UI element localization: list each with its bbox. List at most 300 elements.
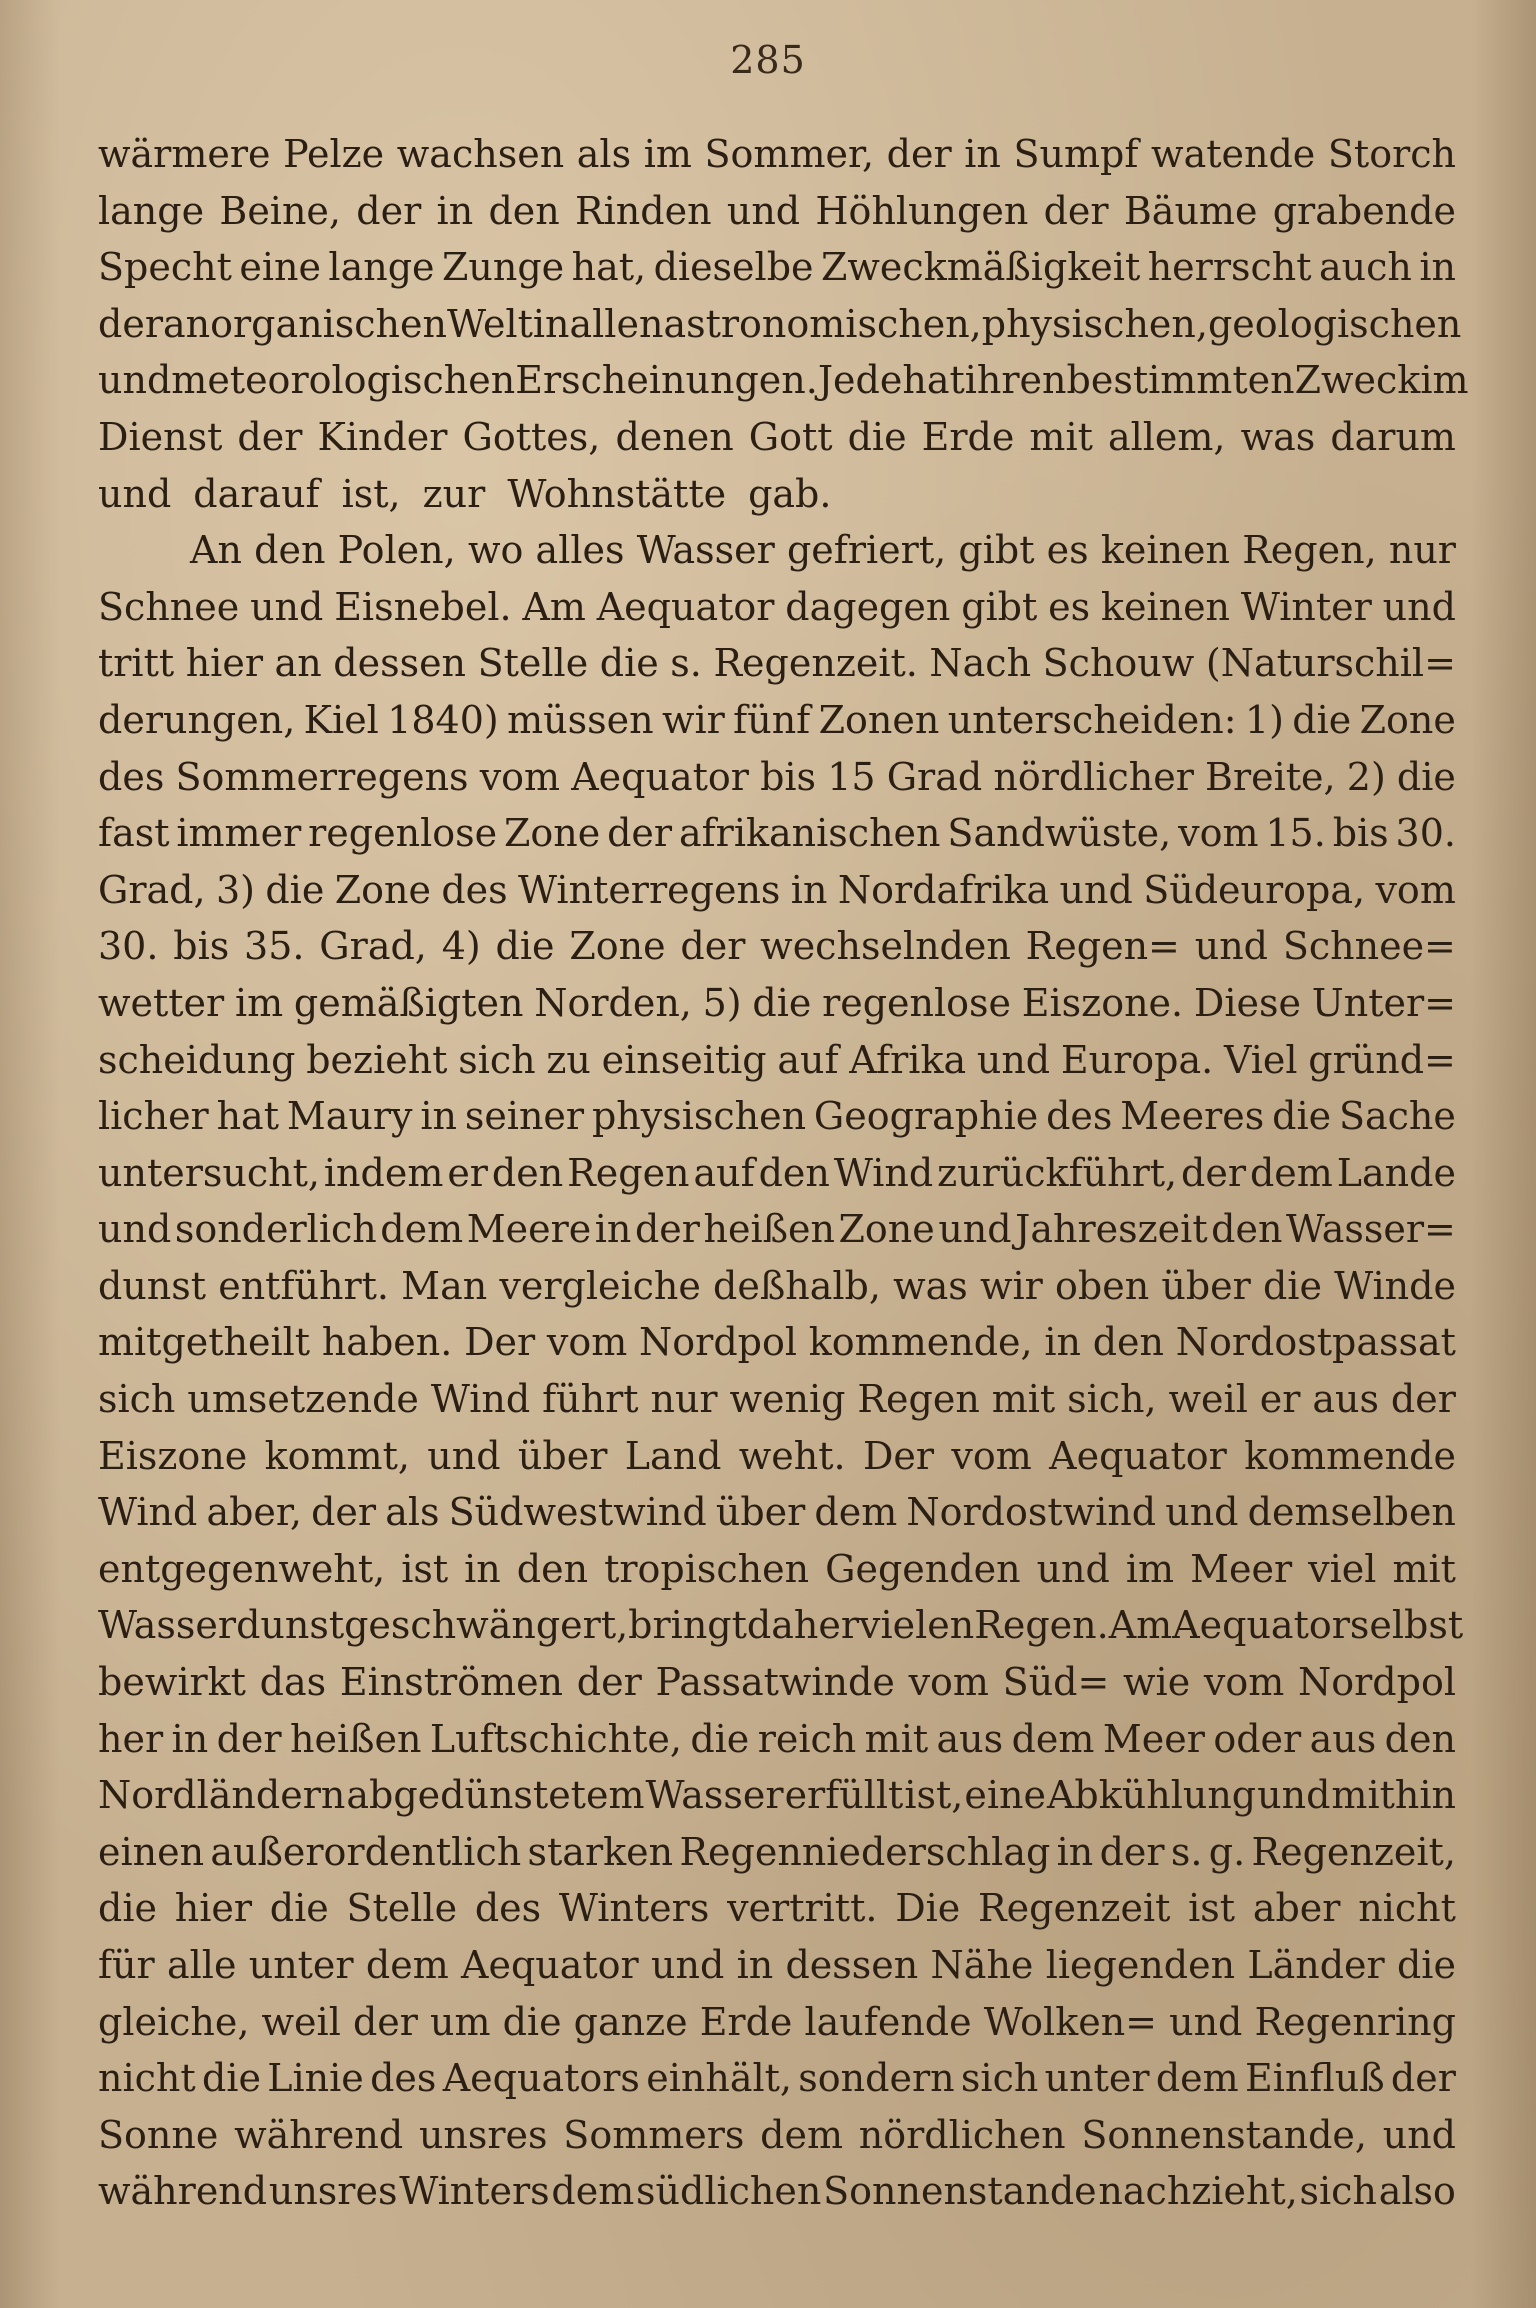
word: Aequators xyxy=(442,2056,640,2101)
word: nördlicher xyxy=(993,754,1194,799)
word: Wolken= xyxy=(983,1999,1158,2044)
word: Welt xyxy=(446,301,533,346)
word: Aequator xyxy=(1172,1603,1350,1648)
word: müssen xyxy=(507,697,654,742)
word: der xyxy=(98,301,163,346)
word: nicht xyxy=(1358,1886,1456,1931)
word: grabende xyxy=(1272,188,1456,233)
word: es xyxy=(1046,528,1089,573)
word: bringt xyxy=(628,1603,747,1648)
word: über xyxy=(715,1490,806,1535)
text-line xyxy=(98,296,1462,353)
word: Stelle xyxy=(346,1886,458,1931)
text-line xyxy=(98,2050,1456,2107)
text-line xyxy=(98,692,1456,749)
word: Südwestwind xyxy=(448,1490,707,1535)
word: An xyxy=(190,528,242,573)
word: 2) xyxy=(1346,754,1386,799)
word: ganze xyxy=(573,1999,688,2044)
word: Wasserdunst xyxy=(98,1603,345,1648)
word: im xyxy=(1420,358,1469,403)
word: in xyxy=(790,867,828,912)
word: nur xyxy=(650,1377,718,1422)
word: laufende xyxy=(804,1999,972,2044)
text-line xyxy=(98,2107,1456,2164)
word: hier xyxy=(174,1886,252,1931)
word: herrscht xyxy=(1147,245,1312,290)
word: also xyxy=(1378,2169,1456,2214)
word: Sonnenstande xyxy=(823,2169,1097,2214)
word: dem xyxy=(551,2169,635,2214)
word: fünf xyxy=(733,697,811,742)
word: Am xyxy=(1108,1603,1173,1648)
word: wir xyxy=(979,1263,1043,1308)
word: sich xyxy=(458,1037,536,1082)
text-line xyxy=(98,522,1456,579)
word: Breite, xyxy=(1205,754,1336,799)
text-line xyxy=(98,579,1456,636)
word: tropischen xyxy=(604,1546,810,1591)
word: wechselnden xyxy=(760,924,1011,969)
word: haben. xyxy=(321,1320,453,1365)
word: über xyxy=(1161,1263,1251,1308)
word: wo xyxy=(467,528,524,573)
word: die xyxy=(1272,1094,1332,1139)
word: Winters xyxy=(399,2169,550,2214)
word: der xyxy=(1390,2056,1456,2101)
word: Unter= xyxy=(1311,980,1456,1025)
word: dem xyxy=(380,1207,464,1252)
word: Regenring xyxy=(1254,1999,1456,2044)
word: was xyxy=(1240,414,1316,459)
word: liegenden xyxy=(1045,1943,1236,1987)
word: der xyxy=(1043,188,1109,233)
word: unter xyxy=(248,1943,354,1987)
text-line xyxy=(98,862,1456,919)
word: und xyxy=(250,584,324,629)
text-line xyxy=(98,1145,1456,1202)
word: Regenzeit, xyxy=(1251,1829,1456,1874)
text-line xyxy=(98,1654,1456,1711)
word: watende xyxy=(1151,132,1316,176)
word: Jahreszeit xyxy=(1015,1207,1208,1252)
word: Nordostpassat xyxy=(1175,1320,1456,1365)
text-line xyxy=(98,1258,1456,1315)
text-line xyxy=(98,1371,1456,1428)
word: in xyxy=(464,1546,501,1591)
word: den xyxy=(1211,1207,1283,1252)
word: Meere xyxy=(466,1207,592,1252)
word: in xyxy=(171,1716,209,1761)
word: führt xyxy=(542,1377,639,1422)
word: astronomischen, xyxy=(663,301,982,346)
word: in xyxy=(594,1207,632,1252)
word: keinen xyxy=(1100,528,1230,573)
word: und xyxy=(726,188,801,233)
word: Regenzeit xyxy=(978,1886,1171,1931)
word: den xyxy=(491,1150,564,1195)
word: 35. xyxy=(244,924,305,969)
word: 15 xyxy=(827,754,876,799)
word: ist, xyxy=(341,471,401,516)
word: regenlose xyxy=(308,811,498,856)
word: viel xyxy=(1308,1546,1377,1591)
word: aus xyxy=(936,1716,1004,1761)
word: in xyxy=(1419,245,1456,290)
word: Zone xyxy=(838,1207,935,1252)
word: licher xyxy=(98,1094,209,1139)
word: unsres xyxy=(418,2112,548,2157)
word: während xyxy=(98,2169,268,2214)
word: Nordafrika xyxy=(837,867,1050,912)
text-line xyxy=(98,1484,1456,1541)
word: der xyxy=(1099,1829,1165,1874)
word: über xyxy=(517,1433,608,1478)
word: im xyxy=(234,980,284,1025)
word: geologischen xyxy=(1207,301,1462,346)
word: der xyxy=(216,1716,282,1761)
word: 30. xyxy=(1395,811,1456,856)
word: in xyxy=(964,132,1001,176)
word: dieselbe xyxy=(653,245,814,290)
word: dagegen xyxy=(785,584,951,629)
text-line xyxy=(98,239,1456,296)
word: Storch xyxy=(1327,132,1456,176)
word: Regenniederschlag xyxy=(679,1829,1051,1874)
word: dem xyxy=(1011,1716,1095,1761)
word: Eiszone xyxy=(98,1433,248,1478)
word: mit xyxy=(991,1377,1056,1422)
word: wie xyxy=(1123,1660,1191,1705)
word: sonderlich xyxy=(174,1207,377,1252)
word: im xyxy=(1125,1546,1175,1591)
word: scheidung xyxy=(98,1037,296,1082)
word: Zonen xyxy=(818,697,940,742)
word: Grad, xyxy=(98,867,206,912)
word: Kiel xyxy=(303,697,379,742)
word: auf xyxy=(693,1150,755,1195)
word: unterscheiden: xyxy=(947,697,1237,742)
word: der xyxy=(1390,1377,1456,1422)
word: in xyxy=(532,301,570,346)
word: Nordpol xyxy=(639,1320,798,1365)
word: das xyxy=(259,1660,327,1705)
text-line xyxy=(98,1428,1456,1485)
word: dunst xyxy=(98,1263,207,1308)
word: die xyxy=(502,1999,562,2044)
word: alles xyxy=(535,528,625,573)
word: Eiszone. xyxy=(1021,980,1184,1025)
text-line xyxy=(98,1201,1456,1258)
word: vom xyxy=(479,754,561,799)
word: gleiche, xyxy=(98,1999,250,2044)
word: meteorologischen xyxy=(171,358,516,403)
word: in xyxy=(420,1094,457,1139)
word: es xyxy=(1048,584,1091,629)
body-text xyxy=(98,126,1469,2220)
word: gibt xyxy=(961,584,1038,629)
word: Einströmen xyxy=(339,1660,564,1705)
word: und xyxy=(1165,1490,1239,1535)
word: Sommers xyxy=(563,2112,745,2157)
word: der xyxy=(356,188,422,233)
text-line xyxy=(98,2163,1456,2220)
word: demselben xyxy=(1247,1490,1456,1535)
word: 30. xyxy=(98,924,159,969)
word: s. xyxy=(1170,1829,1203,1874)
text-line xyxy=(98,1880,1456,1937)
word: Zweck xyxy=(1294,358,1421,403)
word: entgegenweht, xyxy=(98,1546,386,1591)
word: vom xyxy=(951,1433,1032,1478)
word: aus xyxy=(1312,1377,1379,1422)
word: aber, xyxy=(206,1490,302,1535)
word: Zweckmäßigkeit xyxy=(821,245,1141,290)
word: den xyxy=(254,528,326,573)
word: Schnee xyxy=(98,584,240,629)
page-number: 285 xyxy=(730,38,806,82)
word: Gegenden xyxy=(825,1546,1021,1591)
word: kommende xyxy=(1244,1433,1456,1478)
word: Nordpol xyxy=(1298,1660,1456,1705)
word: Wind xyxy=(430,1377,531,1422)
word: zu xyxy=(546,1037,591,1082)
word: südlichen xyxy=(636,2169,822,2214)
word: Pelze xyxy=(283,132,385,176)
word: Aequator xyxy=(461,1943,639,1987)
word: umsetzende xyxy=(187,1377,419,1422)
word: Südeuropa, xyxy=(1143,867,1366,912)
text-line xyxy=(98,1711,1456,1768)
word: physischen, xyxy=(981,301,1208,346)
word: Sonne xyxy=(98,2112,219,2157)
word: außerordentlich xyxy=(210,1829,522,1874)
word: Sandwüste, xyxy=(947,811,1172,856)
word: und xyxy=(1169,1999,1243,2044)
word: Regen, xyxy=(1242,528,1377,573)
word: Zone xyxy=(503,811,601,856)
word: einen xyxy=(98,1829,205,1874)
word: untersucht, xyxy=(98,1150,320,1195)
word: sondern xyxy=(798,2056,955,2101)
word: der xyxy=(886,132,952,176)
word: Abkühlung xyxy=(1046,1773,1257,1818)
text-line xyxy=(98,975,1456,1032)
word: regenlose xyxy=(822,980,1012,1025)
word: heißen xyxy=(289,1716,422,1761)
word: der xyxy=(1181,1150,1247,1195)
word: Regen= xyxy=(1025,924,1180,969)
word: unter xyxy=(1044,2056,1150,2101)
word: kommt, xyxy=(264,1433,410,1478)
word: dessen xyxy=(785,1943,919,1987)
word: und xyxy=(976,1037,1051,1082)
word: einseitig xyxy=(601,1037,767,1082)
word: und xyxy=(98,1207,172,1252)
word: die xyxy=(495,924,555,969)
word: Diese xyxy=(1193,980,1301,1025)
word: Winterregens xyxy=(518,867,781,912)
word: ist, xyxy=(904,1773,964,1818)
word: Grad xyxy=(886,754,983,799)
word: Sonnenstande, xyxy=(1081,2112,1367,2157)
word: sich, xyxy=(1067,1377,1157,1422)
word: Lande xyxy=(1336,1150,1456,1195)
word: die xyxy=(201,2056,261,2101)
word: Zone xyxy=(569,924,666,969)
text-line xyxy=(98,1937,1456,1994)
word: gab. xyxy=(748,471,832,516)
word: Erscheinungen. xyxy=(515,358,818,403)
word: heißen xyxy=(703,1207,835,1252)
word: die xyxy=(847,414,907,459)
word: Meeres xyxy=(1120,1094,1265,1139)
word: und xyxy=(651,1943,725,1987)
word: abgedünstetem xyxy=(346,1773,645,1818)
text-line xyxy=(98,1824,1456,1881)
word: weht. xyxy=(738,1433,846,1478)
word: Wasser xyxy=(645,1773,784,1818)
word: des xyxy=(474,1886,542,1931)
word: gibt xyxy=(958,528,1035,573)
word: Norden, xyxy=(534,980,692,1025)
word: Afrika xyxy=(849,1037,967,1082)
word: entführt. xyxy=(218,1263,389,1308)
word: Linie xyxy=(267,2056,364,2101)
word: fast xyxy=(98,811,170,856)
word: und xyxy=(1059,867,1133,912)
word: er xyxy=(1259,1377,1301,1422)
word: wetter xyxy=(98,980,225,1025)
word: des xyxy=(1046,1094,1113,1139)
word: Bäume xyxy=(1123,188,1258,233)
word: allem, xyxy=(1107,414,1226,459)
word: tritt xyxy=(98,641,175,686)
word: Länder xyxy=(1247,1943,1385,1987)
word: den xyxy=(758,1150,830,1195)
word: und xyxy=(98,358,172,403)
word: alle xyxy=(166,1943,237,1987)
word: vertritt. xyxy=(727,1886,878,1931)
word: ist xyxy=(1188,1886,1236,1931)
word: den xyxy=(1092,1320,1164,1365)
word: zur xyxy=(422,471,486,516)
word: bewirkt xyxy=(98,1660,246,1705)
word: darum xyxy=(1330,414,1456,459)
word: 4) xyxy=(441,924,481,969)
word: den xyxy=(488,188,560,233)
word: der xyxy=(680,924,746,969)
word: indem xyxy=(323,1150,444,1195)
word: des xyxy=(370,2056,437,2101)
word: Der xyxy=(862,1433,935,1478)
word: Land xyxy=(624,1433,722,1478)
text-line xyxy=(98,1314,1456,1371)
word: an xyxy=(274,641,322,686)
word: und xyxy=(1257,1773,1331,1818)
word: Winters xyxy=(558,1886,710,1931)
word: allen xyxy=(569,301,664,346)
word: g. xyxy=(1208,1829,1246,1874)
word: gründ= xyxy=(1308,1037,1456,1082)
word: Sache xyxy=(1338,1094,1456,1139)
word: 3) xyxy=(215,867,255,912)
word: und xyxy=(98,471,172,516)
word: den xyxy=(1384,1716,1456,1761)
word: der xyxy=(311,1490,377,1535)
word: vom xyxy=(1203,1660,1285,1705)
text-line xyxy=(98,635,1456,692)
word: reich xyxy=(757,1716,857,1761)
word: oder xyxy=(1213,1716,1302,1761)
word: Nordostwind xyxy=(906,1490,1157,1535)
word: hier xyxy=(185,641,263,686)
word: Sumpf xyxy=(1013,132,1139,176)
word: aus xyxy=(1309,1716,1377,1761)
word: Gottes, xyxy=(462,414,601,459)
word: eine xyxy=(964,1773,1046,1818)
word: und xyxy=(1382,584,1456,629)
word: Polen, xyxy=(337,528,456,573)
text-line xyxy=(98,1541,1456,1598)
text-line xyxy=(98,1767,1456,1824)
text-line xyxy=(98,1994,1456,2051)
word: die xyxy=(1292,697,1352,742)
word: seiner xyxy=(464,1094,585,1139)
word: und xyxy=(1382,2112,1456,2157)
word: als xyxy=(385,1490,440,1535)
word: 15. xyxy=(1265,811,1326,856)
word: darauf xyxy=(193,471,320,516)
word: ihren xyxy=(964,358,1067,403)
word: mit xyxy=(1392,1546,1456,1591)
word: in xyxy=(436,188,474,233)
word: die xyxy=(269,1886,329,1931)
word: zurückführt, xyxy=(937,1150,1178,1195)
word: anorganischen xyxy=(162,301,447,346)
text-line xyxy=(98,1032,1456,1089)
word: her xyxy=(98,1716,164,1761)
word: Die xyxy=(895,1886,961,1931)
word: Viel xyxy=(1223,1037,1298,1082)
word: 1) xyxy=(1244,697,1284,742)
word: vom xyxy=(1375,867,1456,912)
word: nicht xyxy=(98,2056,196,2101)
word: lange xyxy=(328,245,435,290)
word: Zone xyxy=(334,867,431,912)
word: die xyxy=(690,1716,750,1761)
word: den xyxy=(516,1546,589,1591)
word: auch xyxy=(1318,245,1412,290)
word: eine xyxy=(239,245,321,290)
word: bis xyxy=(1332,811,1389,856)
word: für xyxy=(98,1943,155,1987)
word: gefriert, xyxy=(786,528,947,573)
word: Süd= xyxy=(1002,1660,1110,1705)
word: er xyxy=(447,1150,488,1195)
word: Zone xyxy=(1359,697,1456,742)
word: Beine, xyxy=(219,188,341,233)
text-line xyxy=(98,1597,1464,1654)
word: nördlichen xyxy=(858,2112,1066,2157)
word: selbst xyxy=(1349,1603,1464,1648)
word: dem xyxy=(814,1490,898,1535)
word: einhält, xyxy=(646,2056,792,2101)
word: lange xyxy=(98,188,205,233)
word: 5) xyxy=(702,980,742,1025)
word: aber xyxy=(1252,1886,1341,1931)
word: Nach xyxy=(929,641,1032,686)
